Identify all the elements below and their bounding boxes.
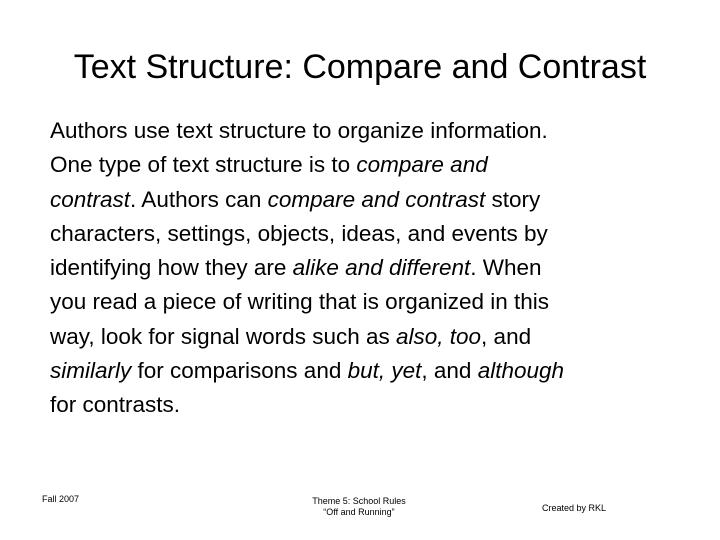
italic-term: contrast <box>50 186 131 212</box>
slide-title: Text Structure: Compare and Contrast <box>73 48 647 86</box>
italic-term: but, yet <box>347 358 422 384</box>
text-segment: Authors use text structure to organize information. <box>50 118 548 143</box>
text-segment: . Authors can <box>130 186 268 212</box>
footer-theme-line1: Theme 5: School Rules <box>312 496 406 506</box>
text-segment: characters, settings, objects, ideas, and events by <box>50 220 548 246</box>
text-segment: you read a piece of writing that is organized in this <box>50 289 550 315</box>
paragraph-line <box>50 251 700 285</box>
text-segment: identifying how they are <box>50 255 293 281</box>
paragraph-line <box>50 114 700 148</box>
text-segment: , and <box>421 358 478 384</box>
footer-author: Created by RKL <box>542 503 607 513</box>
text-segment: . When <box>470 255 542 281</box>
italic-term: also, too <box>395 323 482 349</box>
text-segment: One type of text structure is to <box>50 152 357 178</box>
paragraph-line <box>50 388 700 422</box>
paragraph-line <box>50 148 700 182</box>
footer-theme-line2: “Off and Running” <box>323 507 395 517</box>
text-segment: , and <box>481 323 532 349</box>
italic-term: compare and contrast <box>267 186 486 212</box>
text-segment: for contrasts. <box>50 392 181 418</box>
paragraph-line <box>50 320 700 354</box>
italic-term: similarly <box>50 358 132 384</box>
slide-body-paragraph <box>50 114 700 423</box>
paragraph-line <box>50 217 700 251</box>
italic-term: although <box>477 358 565 384</box>
text-segment: way, look for signal words such as <box>50 323 396 349</box>
paragraph-line <box>50 183 700 217</box>
footer-date: Fall 2007 <box>42 494 80 504</box>
footer-theme <box>259 496 459 518</box>
text-segment: for comparisons and <box>131 358 348 384</box>
italic-term: compare and <box>356 152 488 178</box>
paragraph-line <box>50 354 700 388</box>
text-segment: story <box>485 186 541 212</box>
italic-term: alike and different <box>292 255 471 281</box>
paragraph-line <box>50 285 700 319</box>
